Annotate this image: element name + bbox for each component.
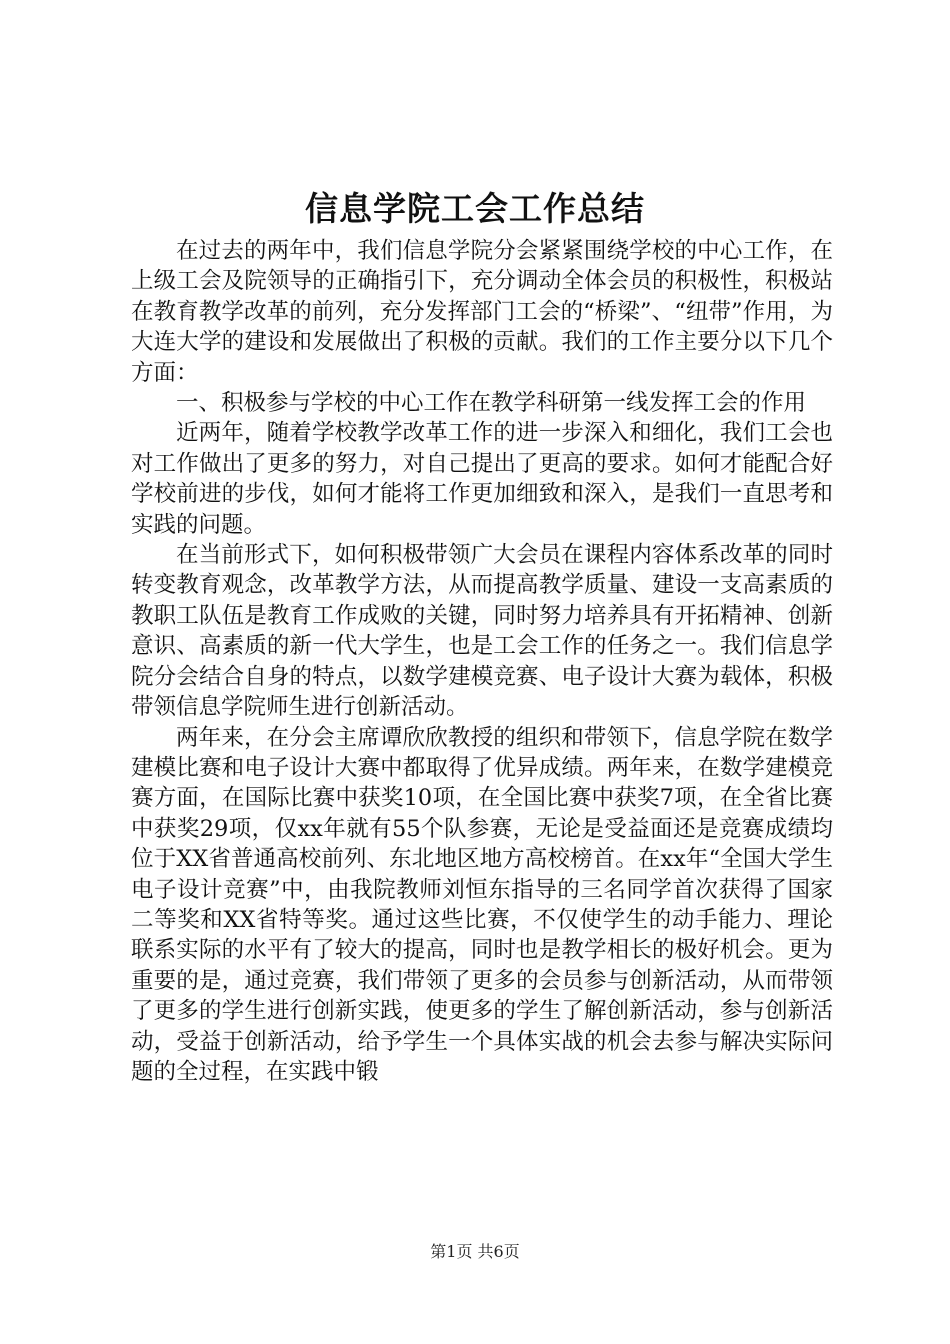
paragraph-intro: 在过去的两年中，我们信息学院分会紧紧围绕学校的中心工作，在上级工会及院领导的正确指引下，充分调动全体会员的积极性，积极站在教育教学改革的前列，充分发挥部门工会的“桥梁”、“纽带”作用，为大连大学的建设和发展做出了积极的贡献。我们的工作主要分以下几个方面： bbox=[131, 238, 833, 386]
document-body bbox=[131, 236, 833, 1087]
page-number: 第1页 bbox=[430, 1242, 473, 1261]
page-footer bbox=[0, 1241, 950, 1263]
paragraph-section-heading: 一、积极参与学校的中心工作在教学科研第一线发挥工会的作用 bbox=[176, 390, 807, 417]
paragraph-current-situation: 在当前形式下，如何积极带领广大会员在课程内容体系改革的同时转变教育观念，改革教学方法，从而提高教学质量、建设一支高素质的教职工队伍是教育工作成败的关键，同时努力培养具有开拓精神、创新意识、高素质的新一代大学生，也是工会工作的任务之一。我们信息学院分会结合自身的特点，以数学建模竞赛、电子设计大赛为载体，积极带领信息学院师生进行创新活动。 bbox=[131, 542, 833, 721]
document-title: 信息学院工会工作总结 bbox=[305, 189, 645, 228]
page-total: 共6页 bbox=[477, 1242, 520, 1261]
paragraph-achievements: 两年来，在分会主席谭欣欣教授的组织和带领下，信息学院在数学建模比赛和电子设计大赛中都取得了优异成绩。两年来，在数学建模竞赛方面，在国际比赛中获奖10项，在全国比赛中获奖7项，在全省比赛中获奖29项，仅xx年就有55个队参赛，无论是受益面还是竞赛成绩均位于XX省普通高校前列、东北地区地方高校榜首。在xx年“全国大学生电子设计竞赛”中，由我院教师刘恒东指导的三名同学首次获得了国家二等奖和XX省特等奖。通过这些比赛，不仅使学生的动手能力、理论联系实际的水平有了较大的提高，同时也是教学相长的极好机会。更为重要的是，通过竞赛，我们带领了更多的会员参与创新活动，从而带领了更多的学生进行创新实践，使更多的学生了解创新活动，参与创新活动，受益于创新活动，给予学生一个具体实战的机会去参与解决实际问题的全过程，在实践中锻 bbox=[131, 724, 833, 1085]
paragraph-reform: 近两年，随着学校教学改革工作的进一步深入和细化，我们工会也对工作做出了更多的努力，对自己提出了更高的要求。如何才能配合好学校前进的步伐，如何才能将工作更加细致和深入，是我们一直思考和实践的问题。 bbox=[131, 420, 833, 538]
